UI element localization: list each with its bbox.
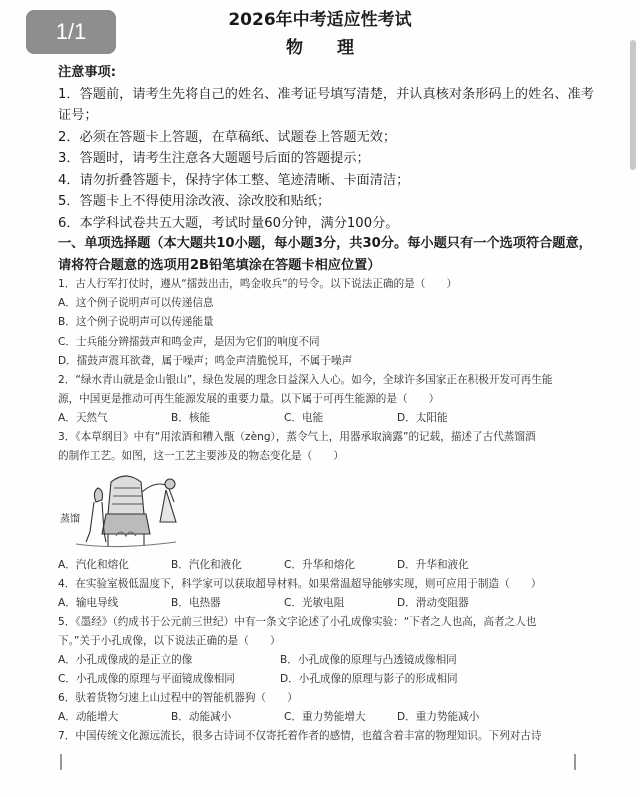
notes-heading: 注意事项: [58,65,117,80]
option: C．光敏电阻 [284,597,345,609]
question-5-options-row1 [58,651,603,670]
section-line: 请将符合题意的选项用2B铅笔填涂在答题卡相应位置） [58,257,381,273]
option: C．士兵能分辨擂鼓声和鸣金声，是因为它们的响度不同 [58,335,320,348]
note-item: 4．请勿折叠答题卡，保持字体工整、笔迹清晰、卡面清洁； [58,172,410,188]
question-stem: 3．《本草纲目》中有“用浓酒和糟入甑（zèng），蒸令气上，用器承取滴露”的记载，描述了古代蒸馏酒 [58,431,536,443]
notes [58,62,603,234]
option: B．这个例子说明声可以传递能量 [58,316,214,329]
option: A．这个例子说明声可以传递信息 [58,297,214,310]
option: B．汽化和液化 [171,559,242,571]
option: B．电热器 [171,597,221,609]
note-item: 5．答题卡上不得使用涂改液、涂改胶和贴纸； [58,194,331,209]
page-mark [574,754,576,770]
question-stem: 下。”关于小孔成像，以下说法正确的是（ ） [58,635,281,648]
section-line: 一、单项选择题（本大题共10小题，每小题3分，共30分。每小题只有一个选项符合题意， [58,236,592,251]
note-item: 3．答题时，请考生注意各大题题号后面的答题提示； [58,151,370,166]
option: B．动能减小 [171,711,232,723]
note-item: 6．本学科试卷共五大题，考试时量60分钟，满分100分。 [58,215,399,231]
distillation-drawing [56,462,186,552]
option: A．动能增大 [58,711,119,723]
distillation-illustration [56,462,186,552]
question-stem: 5．《墨经》（约成书于公元前三世纪）中有一条文字论述了小孔成像实验：“下者之人也高，高者之人也 [58,616,537,628]
question-3 [58,428,603,466]
exam-title: 2026年中考适应性考试 [228,10,412,30]
question-6-options [58,708,603,727]
option: A．输电导线 [58,597,119,609]
question-7 [58,727,603,746]
question-5 [58,613,603,651]
question-6 [58,689,603,708]
page-mark [60,754,62,770]
question-stem: 4．在实验室极低温度下，科学家可以获取超导材料。如果常温超导能够实现，则可应用于制造（ ） [58,578,542,590]
question-4 [58,575,603,594]
question-2 [58,371,603,409]
question-1 [58,275,603,371]
question-stem: 6．驮着货物匀速上山过程中的智能机器狗（ ） [58,692,298,704]
subject-title: 物 理 [286,38,368,58]
question-stem: 2．“绿水青山就是金山银山”，绿色发展的理念日益深入人心。如今，全球许多国家正在积极开发可再生能 [58,374,553,386]
question-5-options-row2 [58,670,603,689]
option: C．电能 [284,412,324,424]
option: D．太阳能 [397,412,448,424]
note-item: 证号； [58,108,98,123]
question-3-options [58,556,603,575]
option: D．小孔成像的原理与影子的形成相同 [280,673,458,685]
image-caption: 蒸馏 [60,514,80,525]
note-item: 2．必须在答题卡上答题，在草稿纸、试题卷上答题无效； [58,129,397,145]
question-stem: 的制作工艺。如图，这一工艺主要涉及的物态变化是（ ） [58,450,345,463]
option: D．滑动变阻器 [397,597,469,609]
page-indicator: 1/1 [26,10,116,54]
option: D．擂鼓声震耳欲聋，属于噪声；鸣金声清脆悦耳，不属于噪声 [58,354,353,367]
scrollbar[interactable] [630,40,636,170]
option: D．升华和液化 [397,559,469,571]
question-stem: 7．中国传统文化源远流长，很多古诗词不仅寄托着作者的感情，也蕴含着丰富的物理知识。下列对古诗 [58,730,542,742]
section-heading [58,233,603,276]
question-4-options [58,594,603,613]
question-stem: 源，中国更是推动可再生能源发展的重要力量。以下属于可再生能源的是（ ） [58,393,440,406]
question-stem: 1．古人行军打仗时，遵从“擂鼓出击，鸣金收兵”的号令。以下说法正确的是（ ） [58,278,458,290]
option: A．天然气 [58,412,108,424]
option: C．小孔成像的原理与平面镜成像相同 [58,673,235,685]
option: C．升华和熔化 [284,559,355,571]
option: A．汽化和熔化 [58,559,129,571]
option: D．重力势能减小 [397,711,480,723]
note-item: 1．答题前，请考生先将自己的姓名、准考证号填写清楚，并认真核对条形码上的姓名、准考 [58,86,594,102]
option: C．重力势能增大 [284,711,366,723]
option: B．核能 [171,412,211,424]
option: A．小孔成像成的是正立的像 [58,654,193,666]
option: B．小孔成像的原理与凸透镜成像相同 [280,654,457,666]
question-2-options [58,409,603,428]
